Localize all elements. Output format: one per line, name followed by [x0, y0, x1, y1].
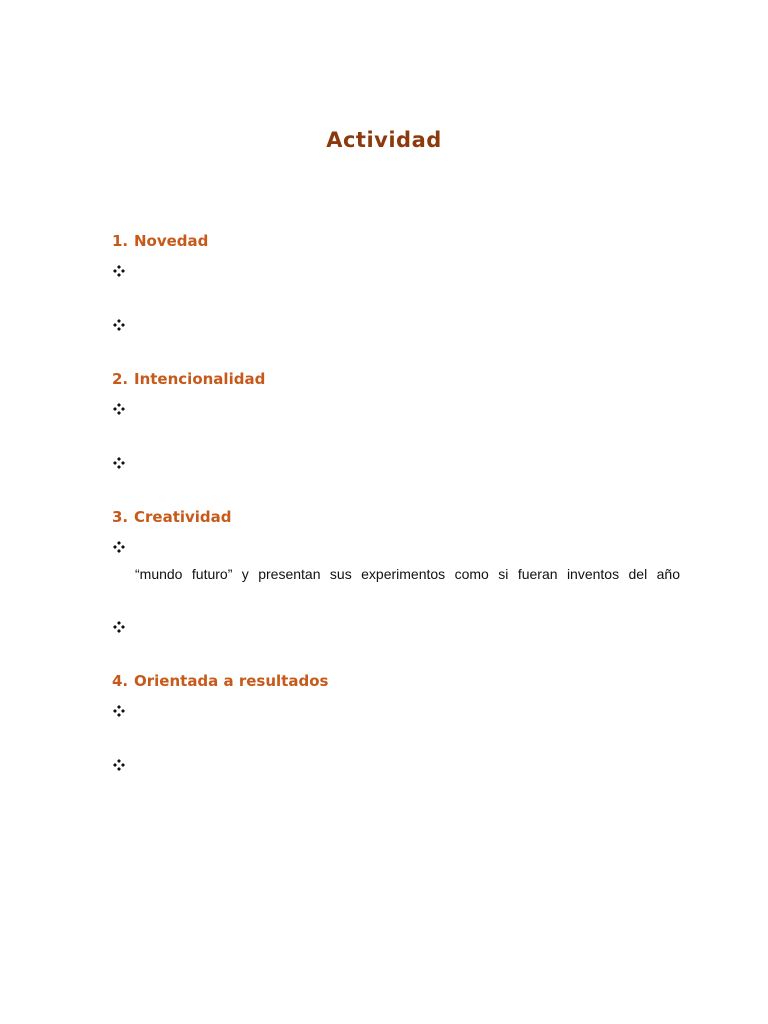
section-heading-intencionalidad: [112, 370, 265, 394]
diamond-bullet-icon: [112, 540, 128, 556]
section-title: Novedad: [134, 232, 209, 250]
section-number: 1.: [112, 232, 129, 250]
section-title: Intencionalidad: [134, 370, 266, 388]
diamond-bullet-icon: [112, 758, 128, 774]
diamond-bullet-icon: [112, 456, 128, 472]
section-number: 2.: [112, 370, 129, 388]
section-heading-orientada-a-resultados: [112, 672, 328, 696]
section-number: 3.: [112, 508, 129, 526]
section-title: Creatividad: [134, 508, 232, 526]
creatividad-paragraph-line: “mundo futuro” y presentan sus experimentos como si fueran inventos del año: [135, 566, 680, 582]
diamond-bullet-icon: [112, 264, 128, 280]
document-title: Actividad: [326, 128, 442, 152]
diamond-bullet-icon: [112, 620, 128, 636]
diamond-bullet-icon: [112, 704, 128, 720]
diamond-bullet-icon: [112, 318, 128, 334]
section-title: Orientada a resultados: [134, 672, 329, 690]
section-number: 4.: [112, 672, 129, 690]
diamond-bullet-icon: [112, 402, 128, 418]
section-heading-novedad: [112, 232, 208, 256]
section-heading-creatividad: [112, 508, 232, 532]
